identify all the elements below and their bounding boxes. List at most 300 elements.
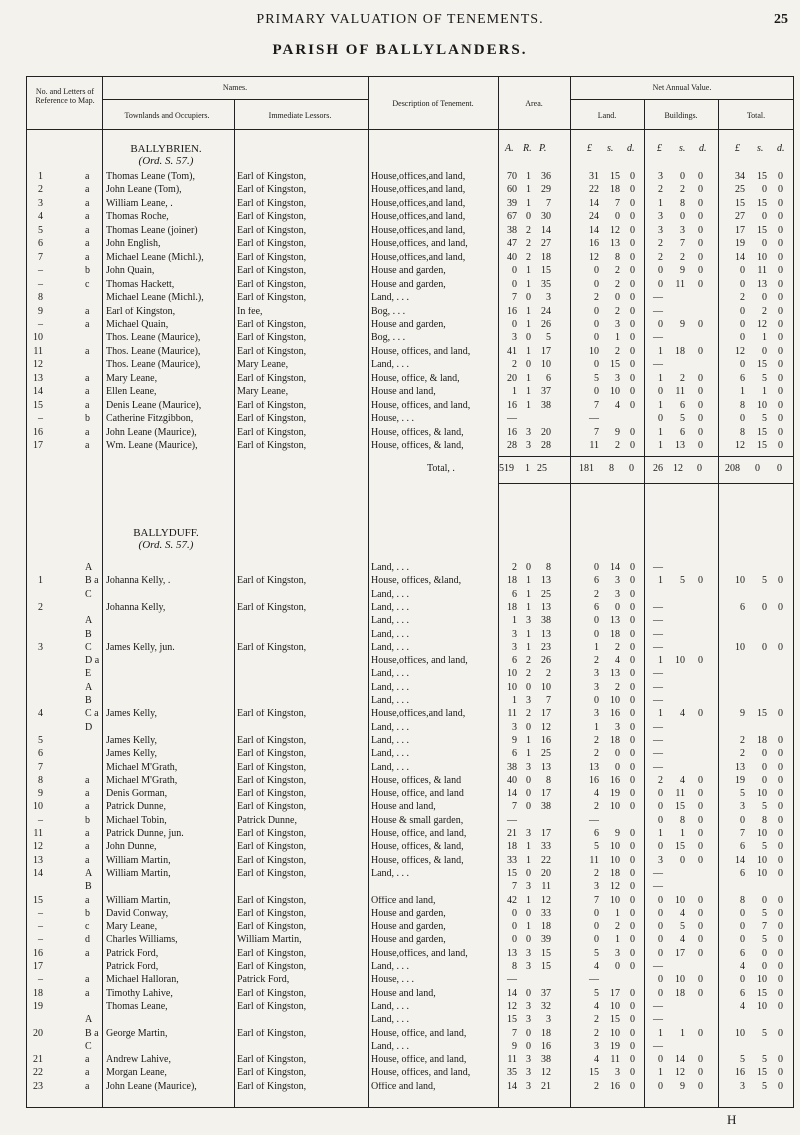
buildings-shillings: 9 bbox=[680, 265, 685, 277]
table-row bbox=[27, 842, 793, 853]
tenement-description: House, offices, & land, bbox=[371, 842, 464, 853]
occupier-name: Michael Tobin, bbox=[106, 815, 167, 826]
total-pence: 0 bbox=[778, 854, 783, 866]
total-pence: 0 bbox=[778, 921, 783, 933]
lessor-name: Earl of Kingston, bbox=[237, 709, 307, 720]
ref-letter: a bbox=[85, 894, 90, 906]
tenement-description: House and land, bbox=[371, 802, 436, 813]
table-row bbox=[27, 1029, 793, 1040]
buildings-pence: 0 bbox=[698, 251, 703, 263]
area-acres: — bbox=[507, 974, 517, 986]
ref-letter: B bbox=[85, 881, 92, 893]
buildings-pence: 0 bbox=[698, 372, 703, 384]
lessor-name: Earl of Kingston, bbox=[237, 895, 307, 906]
land-pounds: 7 bbox=[594, 894, 599, 906]
table-row bbox=[27, 280, 793, 291]
table-row bbox=[27, 333, 793, 344]
buildings-shillings: 1 bbox=[680, 1027, 685, 1039]
tenement-description: House, offices, and land, bbox=[371, 346, 471, 357]
area-acres: 0 bbox=[512, 278, 517, 290]
ref-letter: a bbox=[85, 774, 90, 786]
area-acres: 18 bbox=[507, 601, 517, 613]
area-roods: 1 bbox=[526, 854, 531, 866]
occupier-name: John Leane (Maurice), bbox=[106, 1081, 197, 1092]
land-shillings: 10 bbox=[610, 1000, 620, 1012]
total-pounds: 0 bbox=[740, 265, 745, 277]
total-shillings: 5 bbox=[762, 841, 767, 853]
area-roods: 1 bbox=[526, 305, 531, 317]
lessor-name: Earl of Kingston, bbox=[237, 1028, 307, 1039]
table-row bbox=[27, 829, 793, 840]
ref-number: 4 bbox=[38, 211, 43, 223]
area-acres: 38 bbox=[507, 224, 517, 236]
total-pence: 0 bbox=[778, 987, 783, 999]
total-pence: 0 bbox=[778, 1027, 783, 1039]
area-acres: 12 bbox=[507, 1000, 517, 1012]
land-pence: 0 bbox=[630, 1054, 635, 1066]
land-pence: 0 bbox=[630, 588, 635, 600]
land-pounds: 6 bbox=[594, 828, 599, 839]
lessor-name: Earl of Kingston, bbox=[237, 400, 307, 411]
valuation-table bbox=[26, 76, 794, 1108]
ref-number: 8 bbox=[38, 292, 43, 304]
ref-letter: C a bbox=[85, 708, 99, 720]
area-roods: 3 bbox=[526, 440, 531, 451]
area-roods: 0 bbox=[526, 774, 531, 786]
table-row bbox=[27, 882, 793, 893]
area-perches: 8 bbox=[546, 562, 551, 573]
buildings-shillings: 3 bbox=[680, 224, 685, 236]
buildings-pence: 0 bbox=[698, 894, 703, 906]
land-pounds: 5 bbox=[594, 947, 599, 959]
area-acres: 39 bbox=[507, 197, 517, 209]
area-perches: 3 bbox=[546, 292, 551, 304]
buildings-shillings: 4 bbox=[680, 708, 685, 720]
total-pounds: 16 bbox=[735, 1067, 745, 1079]
table-row bbox=[27, 266, 793, 277]
area-perches: 37 bbox=[541, 386, 551, 398]
table-row bbox=[27, 709, 793, 720]
table-row bbox=[27, 776, 793, 787]
unit-tot-pence: d. bbox=[777, 143, 785, 154]
tenement-description: Bog, . . . bbox=[371, 306, 406, 317]
lessor-name: Earl of Kingston, bbox=[237, 427, 307, 438]
land-pounds: 0 bbox=[594, 615, 599, 627]
area-acres: 3 bbox=[512, 628, 517, 640]
total-shillings: 5 bbox=[762, 372, 767, 384]
land-pounds: 0 bbox=[594, 695, 599, 706]
ref-letter: a bbox=[85, 238, 90, 250]
area-perches: 3 bbox=[546, 1014, 551, 1026]
parish-title: PARISH OF BALLYLANDERS. bbox=[272, 42, 528, 58]
area-acres: 67 bbox=[507, 211, 517, 223]
occupier-name: John Quain, bbox=[106, 266, 155, 277]
total-pence: 0 bbox=[778, 1000, 783, 1012]
ref-letter: C bbox=[85, 1040, 92, 1052]
table-row bbox=[27, 307, 793, 318]
total-shillings: 15 bbox=[757, 224, 767, 236]
land-shillings: 3 bbox=[615, 1067, 620, 1079]
area-roods: 0 bbox=[526, 867, 531, 879]
townlands-header: Townlands and Occupiers. bbox=[124, 111, 210, 120]
ref-number: – bbox=[38, 934, 43, 946]
table-row bbox=[27, 212, 793, 223]
lessor-name: Earl of Kingston, bbox=[237, 775, 307, 786]
total-shillings: 5 bbox=[762, 1054, 767, 1066]
land-pounds: 5 bbox=[594, 372, 599, 384]
tenement-description: House and garden, bbox=[371, 908, 446, 919]
buildings-pence: 0 bbox=[698, 1067, 703, 1079]
buildings-pounds: 1 bbox=[658, 345, 663, 357]
buildings-shillings: 0 bbox=[680, 854, 685, 866]
land-pence: 0 bbox=[630, 655, 635, 667]
land-pounds: 2 bbox=[594, 867, 599, 879]
tenement-description: House,offices,and land, bbox=[371, 185, 466, 196]
land-shillings: 15 bbox=[610, 1014, 620, 1026]
land-pounds: 22 bbox=[589, 184, 599, 196]
total-pounds: 14 bbox=[735, 854, 745, 866]
land-pounds: 1 bbox=[594, 641, 599, 653]
land-pounds: 0 bbox=[594, 305, 599, 317]
ref-letter: a bbox=[85, 440, 90, 451]
lessor-name: Earl of Kingston, bbox=[237, 279, 307, 290]
buildings-shillings: 1 bbox=[680, 828, 685, 839]
occupier-name: Charles Williams, bbox=[106, 935, 178, 946]
total-pence: 0 bbox=[778, 774, 783, 786]
land-pence: 0 bbox=[630, 562, 635, 573]
land-shillings: 17 bbox=[610, 987, 620, 999]
total-pounds: 6 bbox=[740, 867, 745, 879]
area-perches: 20 bbox=[541, 867, 551, 879]
tenement-description: House,offices,and land, bbox=[371, 252, 466, 263]
table-row bbox=[27, 922, 793, 933]
tenement-description: House and land, bbox=[371, 387, 436, 398]
ref-letter: a bbox=[85, 171, 90, 182]
area-acres: 18 bbox=[507, 575, 517, 587]
table-row bbox=[27, 975, 793, 986]
buildings-pence: 0 bbox=[698, 814, 703, 826]
land-shillings: 0 bbox=[615, 961, 620, 972]
names-header: Names. bbox=[222, 83, 248, 92]
land-pence: 0 bbox=[630, 788, 635, 800]
ref-letter: a bbox=[85, 197, 90, 209]
total-pounds: 3 bbox=[740, 801, 745, 813]
land-shillings: 18 bbox=[610, 734, 620, 746]
land-pence: 0 bbox=[630, 774, 635, 786]
total-pounds: 8 bbox=[740, 399, 745, 411]
land-pence: 0 bbox=[630, 601, 635, 613]
ref-letter: a bbox=[85, 987, 90, 999]
area-perches: 12 bbox=[541, 1067, 551, 1079]
buildings-shillings: 6 bbox=[680, 399, 685, 411]
table-row bbox=[27, 949, 793, 960]
area-perches: 17 bbox=[541, 788, 551, 800]
total-shillings: 10 bbox=[757, 828, 767, 839]
occupier-name: William Martin, bbox=[106, 855, 171, 866]
land-shillings: 9 bbox=[615, 426, 620, 438]
tenement-description: Office and land, bbox=[371, 895, 436, 906]
table-row bbox=[27, 253, 793, 264]
land-shillings: 10 bbox=[610, 894, 620, 906]
total-shillings: 15 bbox=[757, 708, 767, 720]
total-pounds: 5 bbox=[740, 1054, 745, 1066]
area-roods: 0 bbox=[526, 987, 531, 999]
land-pounds: 4 bbox=[594, 961, 599, 972]
tenement-description: Land, . . . bbox=[371, 962, 410, 972]
area-perches: 26 bbox=[541, 318, 551, 330]
land-shillings: 10 bbox=[610, 1027, 620, 1039]
buildings-shillings: 10 bbox=[675, 655, 685, 667]
ref-number: 17 bbox=[33, 440, 43, 451]
total-pence: 0 bbox=[778, 748, 783, 760]
tenement-description: Bog, . . . bbox=[371, 333, 406, 344]
land-pence: 0 bbox=[630, 265, 635, 277]
lessor-name: Earl of Kingston, bbox=[237, 373, 307, 384]
land-shillings: 14 bbox=[610, 562, 620, 573]
total-pence: 0 bbox=[778, 278, 783, 290]
area-roods: 0 bbox=[526, 1040, 531, 1052]
area-perches: 11 bbox=[541, 881, 551, 893]
buildings-pence: 0 bbox=[698, 1080, 703, 1092]
land-pence: 0 bbox=[630, 345, 635, 357]
lessor-name: Earl of Kingston, bbox=[237, 842, 307, 853]
ref-letter: B a bbox=[85, 1027, 99, 1039]
table-row bbox=[27, 226, 793, 237]
buildings-shillings: 5 bbox=[680, 575, 685, 587]
total-pence: 0 bbox=[778, 184, 783, 196]
total-tot-pence: 0 bbox=[777, 463, 782, 474]
land-shillings: 3 bbox=[615, 588, 620, 600]
tenement-description: House,offices,and land, bbox=[371, 212, 466, 223]
unit-bld-pence: d. bbox=[699, 143, 707, 154]
area-acres: 3 bbox=[512, 721, 517, 733]
lessor-name: Earl of Kingston, bbox=[237, 789, 307, 800]
ref-number: 10 bbox=[33, 332, 43, 344]
tenement-description: Land, . . . bbox=[371, 589, 410, 600]
buildings-pounds: 0 bbox=[658, 386, 663, 398]
buildings-shillings: 9 bbox=[680, 318, 685, 330]
buildings-shillings: 17 bbox=[675, 947, 685, 959]
land-shillings: 10 bbox=[610, 841, 620, 853]
total-pence: 0 bbox=[778, 399, 783, 411]
tenement-description: House and garden, bbox=[371, 279, 446, 290]
total-pence: 0 bbox=[778, 761, 783, 773]
area-perches: 18 bbox=[541, 921, 551, 933]
total-shillings: 12 bbox=[757, 318, 767, 330]
total-shillings: 0 bbox=[762, 894, 767, 906]
table-row bbox=[27, 347, 793, 358]
land-pence: 0 bbox=[630, 1040, 635, 1052]
area-perches: 39 bbox=[541, 934, 551, 946]
total-shillings: 0 bbox=[762, 961, 767, 972]
total-shillings: 10 bbox=[757, 867, 767, 879]
total-pounds: 0 bbox=[740, 814, 745, 826]
ref-letter: E bbox=[85, 668, 92, 680]
lessor-name: In fee, bbox=[237, 306, 263, 317]
total-pounds: 0 bbox=[740, 921, 745, 933]
ref-letter: C bbox=[85, 641, 92, 653]
area-perches: 24 bbox=[541, 305, 551, 317]
ref-number: – bbox=[38, 814, 43, 826]
land-pence: 0 bbox=[630, 575, 635, 587]
total-pence: 0 bbox=[778, 359, 783, 371]
buildings-pence: 0 bbox=[698, 708, 703, 720]
area-perches: 8 bbox=[546, 774, 551, 786]
area-roods: 1 bbox=[526, 386, 531, 398]
ref-letter: B a bbox=[85, 575, 99, 587]
area-acres: 21 bbox=[507, 828, 517, 839]
area-acres: 10 bbox=[507, 668, 517, 680]
buildings-pence: 0 bbox=[698, 788, 703, 800]
table-row bbox=[27, 563, 793, 574]
table-row bbox=[27, 816, 793, 827]
total-pence: 0 bbox=[778, 386, 783, 398]
buildings-shillings: 4 bbox=[680, 774, 685, 786]
buildings-pounds: 0 bbox=[658, 278, 663, 290]
area-roods: 3 bbox=[526, 961, 531, 972]
ref-letter: d bbox=[85, 934, 90, 946]
buildings-pounds: 3 bbox=[658, 211, 663, 223]
ref-number: 16 bbox=[33, 426, 43, 438]
area-roods: 0 bbox=[526, 332, 531, 344]
occupier-name: Michael M'Grath, bbox=[106, 775, 178, 786]
total-pence: 0 bbox=[778, 318, 783, 330]
land-pence: 0 bbox=[630, 841, 635, 853]
total-shillings: 0 bbox=[762, 761, 767, 773]
buildings-pence: 0 bbox=[698, 265, 703, 277]
occupier-name: David Conway, bbox=[106, 908, 169, 919]
area-roods: 3 bbox=[526, 828, 531, 839]
land-pence: 0 bbox=[630, 894, 635, 906]
ref-number: – bbox=[38, 974, 43, 986]
land-pence: 0 bbox=[630, 854, 635, 866]
total-shillings: 15 bbox=[757, 1067, 767, 1079]
buildings-pounds: 0 bbox=[658, 894, 663, 906]
area-roods: 3 bbox=[526, 1067, 531, 1079]
ref-number: – bbox=[38, 278, 43, 290]
total-land-pounds: 181 bbox=[579, 463, 594, 474]
occupier-name: Ellen Leane, bbox=[106, 387, 157, 398]
total-pounds: 1 bbox=[740, 386, 745, 398]
tenement-description: House, . . . bbox=[371, 414, 415, 425]
area-roods: 0 bbox=[526, 562, 531, 573]
buildings-pence: 0 bbox=[698, 575, 703, 587]
total-shillings: 0 bbox=[762, 211, 767, 223]
total-pounds: 27 bbox=[735, 211, 745, 223]
ref-number: 14 bbox=[33, 867, 43, 879]
land-shillings: 2 bbox=[615, 641, 620, 653]
ref-number: 9 bbox=[38, 305, 43, 317]
total-pounds: 2 bbox=[740, 734, 745, 746]
total-pounds: 8 bbox=[740, 894, 745, 906]
buildings-shillings: 8 bbox=[680, 814, 685, 826]
area-roods: 3 bbox=[526, 947, 531, 959]
buildings-pounds: 2 bbox=[658, 774, 663, 786]
tenement-description: House,offices, and land, bbox=[371, 948, 468, 959]
occupier-name: Patrick Ford, bbox=[106, 948, 159, 959]
land-pounds: 3 bbox=[594, 681, 599, 693]
total-header: Total. bbox=[746, 111, 766, 120]
area-perches: 15 bbox=[541, 265, 551, 277]
ref-letter: D bbox=[85, 721, 93, 733]
land-pounds: — bbox=[589, 413, 599, 425]
area-roods: 1 bbox=[526, 641, 531, 653]
land-shillings: 0 bbox=[615, 748, 620, 760]
tenement-description: House,offices,and land, bbox=[371, 198, 466, 209]
tenement-description: Land, . . . bbox=[371, 1041, 410, 1052]
unit-tot-pounds: £ bbox=[735, 143, 740, 154]
ref-letter: a bbox=[85, 1054, 90, 1066]
area-roods: 0 bbox=[526, 934, 531, 946]
area-acres: 0 bbox=[512, 907, 517, 919]
total-pence: 0 bbox=[778, 1054, 783, 1066]
land-shillings: 10 bbox=[610, 695, 620, 706]
total-pence: 0 bbox=[778, 224, 783, 236]
description-header: Description of Tenement. bbox=[392, 99, 474, 108]
land-shillings: 19 bbox=[610, 1040, 620, 1052]
ref-letter: B bbox=[85, 695, 92, 706]
total-shillings: 15 bbox=[757, 197, 767, 209]
total-shillings: 5 bbox=[762, 575, 767, 587]
area-roods: 1 bbox=[526, 748, 531, 760]
buildings-pounds: 0 bbox=[658, 947, 663, 959]
tenement-description: Land, . . . bbox=[371, 616, 410, 627]
ref-letter: a bbox=[85, 372, 90, 384]
buildings-pounds: — bbox=[653, 562, 663, 573]
unit-land-pounds: £ bbox=[587, 143, 592, 154]
total-pence: 0 bbox=[778, 894, 783, 906]
land-pounds: 0 bbox=[594, 332, 599, 344]
page-title: PRIMARY VALUATION OF TENEMENTS. bbox=[256, 12, 544, 27]
area-roods: 3 bbox=[526, 1054, 531, 1066]
total-pence: 0 bbox=[778, 814, 783, 826]
total-pence: 0 bbox=[778, 961, 783, 972]
occupier-name: Mary Leane, bbox=[106, 373, 158, 384]
area-acres: 16 bbox=[507, 399, 517, 411]
ref-number: 21 bbox=[33, 1054, 43, 1066]
land-pence: 0 bbox=[630, 801, 635, 813]
tenement-description: House and garden, bbox=[371, 922, 446, 933]
area-roods: 0 bbox=[526, 788, 531, 800]
land-shillings: 3 bbox=[615, 372, 620, 384]
total-pounds: 6 bbox=[740, 841, 745, 853]
total-pence: 0 bbox=[778, 292, 783, 304]
area-acres: 11 bbox=[507, 708, 517, 720]
area-perches: 2 bbox=[546, 668, 551, 680]
total-pence: 0 bbox=[778, 372, 783, 384]
table-row bbox=[27, 896, 793, 907]
area-acres: 1 bbox=[512, 695, 517, 706]
occupier-name: Michael Quain, bbox=[106, 319, 169, 330]
land-pounds: 0 bbox=[594, 359, 599, 371]
lessor-name: Earl of Kingston, bbox=[237, 908, 307, 919]
area-acres: 6 bbox=[512, 748, 517, 760]
area-perches: 10 bbox=[541, 359, 551, 371]
ref-number: 20 bbox=[33, 1027, 43, 1039]
table-row bbox=[27, 989, 793, 1000]
total-shillings: 15 bbox=[757, 426, 767, 438]
total-pence: 0 bbox=[778, 265, 783, 277]
area-perches: 17 bbox=[541, 708, 551, 720]
lessor-name: Earl of Kingston, bbox=[237, 1081, 307, 1092]
area-roods: 0 bbox=[526, 359, 531, 371]
total-bld-pence: 0 bbox=[697, 463, 702, 474]
buildings-shillings: 5 bbox=[680, 921, 685, 933]
area-roods: 1 bbox=[526, 628, 531, 640]
area-roods: 1 bbox=[526, 841, 531, 853]
buildings-pounds: 1 bbox=[658, 828, 663, 839]
area-acres: 6 bbox=[512, 655, 517, 667]
